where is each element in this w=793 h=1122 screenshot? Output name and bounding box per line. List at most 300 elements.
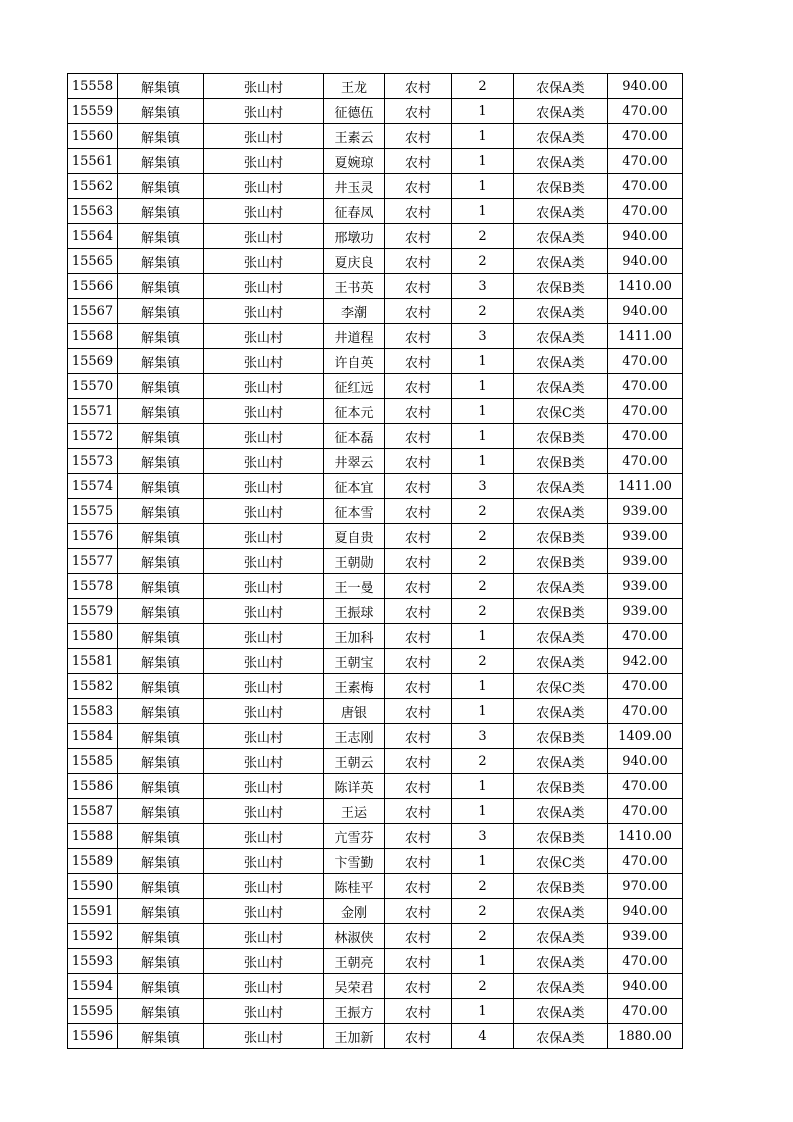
table-row [68,824,683,849]
person-name-cell: 夏自贵 [324,524,385,549]
village-cell: 张山村 [204,574,324,599]
town-cell: 解集镇 [118,849,204,874]
insurance-category-cell: 农保B类 [514,524,608,549]
village-cell: 张山村 [204,599,324,624]
person-name-cell: 亢雪芬 [324,824,385,849]
insurance-category-cell: 农保A类 [514,799,608,824]
area-type-cell: 农村 [385,874,452,899]
record-id-cell: 15563 [68,199,118,224]
table-row [68,749,683,774]
person-name-cell: 征红远 [324,374,385,399]
amount-cell: 939.00 [608,599,683,624]
household-count-cell: 1 [452,799,514,824]
town-cell: 解集镇 [118,124,204,149]
household-count-cell: 1 [452,674,514,699]
household-count-cell: 3 [452,324,514,349]
area-type-cell: 农村 [385,499,452,524]
town-cell: 解集镇 [118,199,204,224]
table-row [68,324,683,349]
record-id-cell: 15581 [68,649,118,674]
table-row [68,449,683,474]
table-row [68,374,683,399]
person-name-cell: 井道程 [324,324,385,349]
area-type-cell: 农村 [385,474,452,499]
insurance-category-cell: 农保B类 [514,599,608,624]
table-row [68,674,683,699]
record-id-cell: 15576 [68,524,118,549]
insurance-category-cell: 农保A类 [514,474,608,499]
amount-cell: 470.00 [608,374,683,399]
town-cell: 解集镇 [118,499,204,524]
town-cell: 解集镇 [118,774,204,799]
record-id-cell: 15591 [68,899,118,924]
area-type-cell: 农村 [385,774,452,799]
area-type-cell: 农村 [385,274,452,299]
person-name-cell: 王加新 [324,1024,385,1049]
person-name-cell: 征春凤 [324,199,385,224]
amount-cell: 940.00 [608,74,683,99]
table-row [68,524,683,549]
record-id-cell: 15575 [68,499,118,524]
village-cell: 张山村 [204,974,324,999]
person-name-cell: 金刚 [324,899,385,924]
amount-cell: 470.00 [608,399,683,424]
insurance-category-cell: 农保A类 [514,749,608,774]
area-type-cell: 农村 [385,174,452,199]
table-row [68,924,683,949]
table-row [68,599,683,624]
insurance-category-cell: 农保A类 [514,99,608,124]
record-id-cell: 15596 [68,1024,118,1049]
village-cell: 张山村 [204,624,324,649]
area-type-cell: 农村 [385,799,452,824]
town-cell: 解集镇 [118,274,204,299]
household-count-cell: 2 [452,499,514,524]
household-count-cell: 1 [452,999,514,1024]
data-table [67,73,683,1049]
village-cell: 张山村 [204,499,324,524]
table-row [68,574,683,599]
amount-cell: 470.00 [608,349,683,374]
amount-cell: 940.00 [608,899,683,924]
person-name-cell: 井翠云 [324,449,385,474]
area-type-cell: 农村 [385,224,452,249]
village-cell: 张山村 [204,349,324,374]
village-cell: 张山村 [204,724,324,749]
household-count-cell: 2 [452,874,514,899]
person-name-cell: 林淑侠 [324,924,385,949]
amount-cell: 470.00 [608,699,683,724]
record-id-cell: 15584 [68,724,118,749]
village-cell: 张山村 [204,199,324,224]
amount-cell: 1411.00 [608,474,683,499]
area-type-cell: 农村 [385,899,452,924]
table-row [68,549,683,574]
table-row [68,299,683,324]
amount-cell: 1410.00 [608,274,683,299]
town-cell: 解集镇 [118,674,204,699]
town-cell: 解集镇 [118,349,204,374]
record-id-cell: 15574 [68,474,118,499]
person-name-cell: 陈桂平 [324,874,385,899]
table-row [68,174,683,199]
town-cell: 解集镇 [118,399,204,424]
area-type-cell: 农村 [385,449,452,474]
insurance-category-cell: 农保A类 [514,624,608,649]
table-row [68,74,683,99]
village-cell: 张山村 [204,174,324,199]
record-id-cell: 15582 [68,674,118,699]
table-row [68,474,683,499]
village-cell: 张山村 [204,224,324,249]
person-name-cell: 征本雪 [324,499,385,524]
table-row [68,349,683,374]
record-id-cell: 15586 [68,774,118,799]
area-type-cell: 农村 [385,374,452,399]
area-type-cell: 农村 [385,124,452,149]
person-name-cell: 征本元 [324,399,385,424]
table-row [68,649,683,674]
person-name-cell: 唐银 [324,699,385,724]
insurance-category-cell: 农保A类 [514,899,608,924]
record-id-cell: 15590 [68,874,118,899]
town-cell: 解集镇 [118,474,204,499]
insurance-category-cell: 农保B类 [514,449,608,474]
area-type-cell: 农村 [385,424,452,449]
person-name-cell: 夏庆良 [324,249,385,274]
amount-cell: 940.00 [608,749,683,774]
insurance-category-cell: 农保A类 [514,924,608,949]
town-cell: 解集镇 [118,449,204,474]
insurance-category-cell: 农保A类 [514,249,608,274]
area-type-cell: 农村 [385,724,452,749]
area-type-cell: 农村 [385,924,452,949]
village-cell: 张山村 [204,899,324,924]
village-cell: 张山村 [204,849,324,874]
household-count-cell: 2 [452,524,514,549]
table-row [68,724,683,749]
area-type-cell: 农村 [385,199,452,224]
area-type-cell: 农村 [385,324,452,349]
household-count-cell: 3 [452,724,514,749]
person-name-cell: 李潮 [324,299,385,324]
insurance-category-cell: 农保A类 [514,199,608,224]
town-cell: 解集镇 [118,74,204,99]
household-count-cell: 1 [452,774,514,799]
household-count-cell: 2 [452,74,514,99]
household-count-cell: 1 [452,99,514,124]
person-name-cell: 许自英 [324,349,385,374]
insurance-category-cell: 农保B类 [514,274,608,299]
insurance-category-cell: 农保B类 [514,874,608,899]
village-cell: 张山村 [204,924,324,949]
household-count-cell: 2 [452,924,514,949]
town-cell: 解集镇 [118,599,204,624]
table-row [68,624,683,649]
person-name-cell: 征德伍 [324,99,385,124]
record-id-cell: 15579 [68,599,118,624]
amount-cell: 470.00 [608,174,683,199]
area-type-cell: 农村 [385,249,452,274]
table-row [68,224,683,249]
record-id-cell: 15561 [68,149,118,174]
person-name-cell: 王运 [324,799,385,824]
insurance-category-cell: 农保C类 [514,399,608,424]
person-name-cell: 王朝云 [324,749,385,774]
town-cell: 解集镇 [118,899,204,924]
table-row [68,699,683,724]
table-row [68,399,683,424]
amount-cell: 940.00 [608,224,683,249]
household-count-cell: 1 [452,124,514,149]
household-count-cell: 1 [452,349,514,374]
area-type-cell: 农村 [385,299,452,324]
area-type-cell: 农村 [385,1024,452,1049]
record-id-cell: 15571 [68,399,118,424]
village-cell: 张山村 [204,474,324,499]
record-id-cell: 15559 [68,99,118,124]
insurance-category-cell: 农保B类 [514,549,608,574]
person-name-cell: 王志刚 [324,724,385,749]
record-id-cell: 15580 [68,624,118,649]
town-cell: 解集镇 [118,974,204,999]
insurance-category-cell: 农保A类 [514,499,608,524]
village-cell: 张山村 [204,524,324,549]
town-cell: 解集镇 [118,699,204,724]
insurance-category-cell: 农保A类 [514,349,608,374]
area-type-cell: 农村 [385,949,452,974]
person-name-cell: 王朝亮 [324,949,385,974]
household-count-cell: 1 [452,174,514,199]
record-id-cell: 15583 [68,699,118,724]
record-id-cell: 15573 [68,449,118,474]
amount-cell: 470.00 [608,149,683,174]
household-count-cell: 2 [452,649,514,674]
amount-cell: 939.00 [608,524,683,549]
village-cell: 张山村 [204,299,324,324]
village-cell: 张山村 [204,674,324,699]
person-name-cell: 王振方 [324,999,385,1024]
table-row [68,149,683,174]
insurance-category-cell: 农保A类 [514,74,608,99]
town-cell: 解集镇 [118,549,204,574]
household-count-cell: 2 [452,549,514,574]
village-cell: 张山村 [204,324,324,349]
record-id-cell: 15560 [68,124,118,149]
village-cell: 张山村 [204,249,324,274]
village-cell: 张山村 [204,374,324,399]
household-count-cell: 3 [452,474,514,499]
area-type-cell: 农村 [385,824,452,849]
table-row [68,949,683,974]
insurance-category-cell: 农保A类 [514,124,608,149]
area-type-cell: 农村 [385,749,452,774]
table-row [68,849,683,874]
household-count-cell: 2 [452,574,514,599]
town-cell: 解集镇 [118,524,204,549]
town-cell: 解集镇 [118,924,204,949]
town-cell: 解集镇 [118,999,204,1024]
household-count-cell: 1 [452,399,514,424]
insurance-category-cell: 农保B类 [514,424,608,449]
area-type-cell: 农村 [385,699,452,724]
insurance-category-cell: 农保A类 [514,999,608,1024]
insurance-category-cell: 农保A类 [514,574,608,599]
insurance-category-cell: 农保B类 [514,774,608,799]
town-cell: 解集镇 [118,574,204,599]
village-cell: 张山村 [204,774,324,799]
village-cell: 张山村 [204,424,324,449]
table-row [68,799,683,824]
town-cell: 解集镇 [118,374,204,399]
person-name-cell: 王朝勋 [324,549,385,574]
amount-cell: 939.00 [608,574,683,599]
village-cell: 张山村 [204,699,324,724]
area-type-cell: 农村 [385,974,452,999]
village-cell: 张山村 [204,649,324,674]
amount-cell: 470.00 [608,774,683,799]
table-row [68,874,683,899]
village-cell: 张山村 [204,549,324,574]
record-id-cell: 15578 [68,574,118,599]
record-id-cell: 15587 [68,799,118,824]
person-name-cell: 王素梅 [324,674,385,699]
table-row [68,774,683,799]
village-cell: 张山村 [204,999,324,1024]
table-row [68,999,683,1024]
town-cell: 解集镇 [118,649,204,674]
area-type-cell: 农村 [385,599,452,624]
town-cell: 解集镇 [118,424,204,449]
town-cell: 解集镇 [118,824,204,849]
record-id-cell: 15593 [68,949,118,974]
record-id-cell: 15588 [68,824,118,849]
person-name-cell: 吴荣君 [324,974,385,999]
insurance-category-cell: 农保A类 [514,224,608,249]
village-cell: 张山村 [204,449,324,474]
household-count-cell: 1 [452,424,514,449]
amount-cell: 1410.00 [608,824,683,849]
area-type-cell: 农村 [385,349,452,374]
record-id-cell: 15558 [68,74,118,99]
area-type-cell: 农村 [385,149,452,174]
town-cell: 解集镇 [118,624,204,649]
household-count-cell: 1 [452,949,514,974]
amount-cell: 470.00 [608,124,683,149]
table-row [68,199,683,224]
village-cell: 张山村 [204,124,324,149]
record-id-cell: 15595 [68,999,118,1024]
area-type-cell: 农村 [385,524,452,549]
record-id-cell: 15564 [68,224,118,249]
insurance-category-cell: 农保A类 [514,699,608,724]
household-count-cell: 1 [452,149,514,174]
town-cell: 解集镇 [118,874,204,899]
insurance-category-cell: 农保C类 [514,849,608,874]
record-id-cell: 15568 [68,324,118,349]
area-type-cell: 农村 [385,574,452,599]
area-type-cell: 农村 [385,549,452,574]
town-cell: 解集镇 [118,949,204,974]
insurance-category-cell: 农保A类 [514,149,608,174]
table-row [68,249,683,274]
area-type-cell: 农村 [385,399,452,424]
town-cell: 解集镇 [118,749,204,774]
person-name-cell: 陈详英 [324,774,385,799]
insurance-category-cell: 农保A类 [514,1024,608,1049]
table-row [68,99,683,124]
household-count-cell: 3 [452,824,514,849]
amount-cell: 1409.00 [608,724,683,749]
household-count-cell: 2 [452,299,514,324]
person-name-cell: 王加科 [324,624,385,649]
amount-cell: 939.00 [608,924,683,949]
record-id-cell: 15566 [68,274,118,299]
town-cell: 解集镇 [118,724,204,749]
table-row [68,974,683,999]
town-cell: 解集镇 [118,799,204,824]
amount-cell: 939.00 [608,499,683,524]
village-cell: 张山村 [204,799,324,824]
amount-cell: 470.00 [608,849,683,874]
amount-cell: 939.00 [608,549,683,574]
household-count-cell: 2 [452,224,514,249]
amount-cell: 1411.00 [608,324,683,349]
person-name-cell: 王振球 [324,599,385,624]
insurance-category-cell: 农保C类 [514,674,608,699]
person-name-cell: 卞雪勤 [324,849,385,874]
household-count-cell: 1 [452,449,514,474]
amount-cell: 470.00 [608,674,683,699]
household-count-cell: 2 [452,599,514,624]
village-cell: 张山村 [204,1024,324,1049]
household-count-cell: 2 [452,899,514,924]
insurance-category-cell: 农保B类 [514,724,608,749]
town-cell: 解集镇 [118,299,204,324]
village-cell: 张山村 [204,399,324,424]
insurance-category-cell: 农保A类 [514,299,608,324]
record-id-cell: 15589 [68,849,118,874]
village-cell: 张山村 [204,274,324,299]
amount-cell: 1880.00 [608,1024,683,1049]
person-name-cell: 王龙 [324,74,385,99]
area-type-cell: 农村 [385,624,452,649]
village-cell: 张山村 [204,949,324,974]
person-name-cell: 夏婉琼 [324,149,385,174]
household-count-cell: 2 [452,974,514,999]
amount-cell: 942.00 [608,649,683,674]
record-id-cell: 15594 [68,974,118,999]
amount-cell: 470.00 [608,799,683,824]
table-row [68,899,683,924]
record-id-cell: 15572 [68,424,118,449]
table-row [68,274,683,299]
person-name-cell: 王书英 [324,274,385,299]
insurance-category-cell: 农保A类 [514,374,608,399]
town-cell: 解集镇 [118,224,204,249]
town-cell: 解集镇 [118,149,204,174]
household-count-cell: 4 [452,1024,514,1049]
amount-cell: 940.00 [608,249,683,274]
insurance-category-cell: 农保B类 [514,174,608,199]
household-count-cell: 1 [452,199,514,224]
insurance-category-cell: 农保A类 [514,974,608,999]
table-body [68,74,683,1049]
record-id-cell: 15567 [68,299,118,324]
household-count-cell: 1 [452,849,514,874]
area-type-cell: 农村 [385,74,452,99]
household-count-cell: 2 [452,749,514,774]
